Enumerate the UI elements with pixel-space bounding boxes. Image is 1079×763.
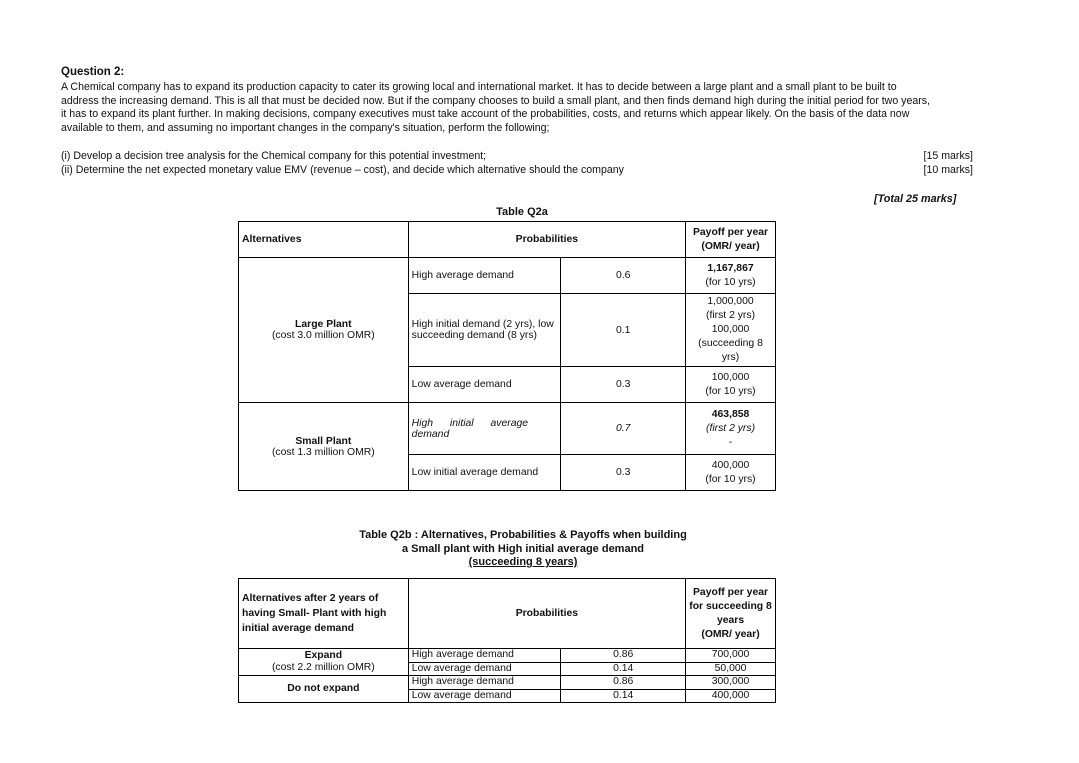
- event-cell: High initial demand (2 yrs), low succeeding demand (8 yrs): [408, 294, 561, 367]
- event-cell: High initial average demand: [408, 403, 561, 455]
- event-cell: High average demand: [408, 676, 561, 690]
- large-plant-cost: (cost 3.0 million OMR): [271, 330, 375, 341]
- event-cell: Low average demand: [408, 689, 561, 703]
- payoff-value: 100,000: [711, 324, 750, 335]
- table-a-header-alternatives: Alternatives: [239, 222, 409, 258]
- payoff-value: 100,000: [711, 371, 750, 383]
- small-plant-cost: (cost 1.3 million OMR): [271, 446, 375, 458]
- table-a-header-payoff: [686, 222, 776, 258]
- prob-cell: 0.3: [561, 367, 686, 403]
- event-cell: Low average demand: [408, 367, 561, 403]
- table-b-header-payoff: [686, 579, 776, 649]
- table-b-header-alternatives: Alternatives after 2 years of having Small- Plant with high initial average demand: [239, 579, 409, 649]
- payoff-note: (first 2 yrs): [705, 422, 756, 434]
- prob-cell: 0.6: [561, 258, 686, 294]
- header-line: Payoff per year: [692, 586, 769, 598]
- payoff-cell: 400,000: [686, 689, 776, 703]
- question-line: address the increasing demand. This is all that must be decided now. But if the company chooses to build a small plant, and then finds demand high during the initial period for two years,: [61, 94, 930, 107]
- payoff-cell: 50,000: [686, 662, 776, 676]
- expand-cell: [239, 649, 409, 676]
- payoff-note: (first 2 yrs): [705, 310, 756, 321]
- prob-cell: 0.7: [561, 403, 686, 455]
- payoff-cell: [686, 367, 776, 403]
- task-item: [61, 150, 973, 164]
- payoff-cell: 700,000: [686, 649, 776, 663]
- payoff-value: 1,000,000: [707, 296, 754, 307]
- payoff-note: (for 10 yrs): [705, 385, 756, 397]
- table-b-caption: [330, 529, 716, 570]
- payoff-cell: [686, 294, 776, 367]
- question-line: A Chemical company has to expand its production capacity to cater its growing local and international market. It has to decide between a large plant and a small plant to be built to: [61, 81, 897, 93]
- payoff-cell: [686, 403, 776, 455]
- question-line: available to them, and assuming no important changes in the company's situation, perform the following;: [61, 121, 550, 134]
- payoff-note: (succeeding 8 yrs): [698, 338, 763, 363]
- expand-cost: (cost 2.2 million OMR): [271, 662, 375, 673]
- payoff-cell: [686, 258, 776, 294]
- event-cell: High average demand: [408, 258, 561, 294]
- event-cell: Low initial average demand: [408, 455, 561, 491]
- caption-line: (succeeding 8 years): [468, 556, 578, 568]
- caption-line: Table Q2b : Alternatives, Probabilities & Payoffs when building: [359, 529, 687, 541]
- prob-cell: 0.3: [561, 455, 686, 491]
- payoff-note: (for 10 yrs): [705, 276, 756, 288]
- payoff-value: 1,167,867: [707, 262, 754, 274]
- prob-cell: 0.14: [561, 689, 686, 703]
- event-cell: High average demand: [408, 649, 561, 663]
- prob-cell: 0.86: [561, 649, 686, 663]
- table-b: [238, 578, 776, 703]
- event-cell: Low average demand: [408, 662, 561, 676]
- prob-cell: 0.14: [561, 662, 686, 676]
- question-body: [61, 81, 1006, 135]
- task-text: (i) Develop a decision tree analysis for the Chemical company for this potential investment;: [61, 150, 487, 162]
- table-a: [238, 221, 776, 491]
- table-a-caption: Table Q2a: [496, 206, 548, 218]
- caption-line: a Small plant with High initial average demand: [401, 542, 645, 555]
- task-item: [61, 164, 973, 178]
- payoff-dash: -: [728, 436, 733, 448]
- task-marks: [15 marks]: [923, 150, 973, 162]
- task-list: [61, 150, 973, 177]
- task-marks: [10 marks]: [923, 163, 973, 176]
- table-b-header-probabilities: Probabilities: [408, 579, 685, 649]
- no-expand-cell: Do not expand: [239, 676, 409, 703]
- header-line: years: [716, 614, 745, 626]
- header-line: for succeeding 8: [689, 600, 772, 612]
- prob-cell: 0.1: [561, 294, 686, 367]
- question-line: it has to expand its plant further. In making decisions, company executives must take account of the probabilities, costs, and returns which appear likely. On the basis of the data now: [61, 108, 910, 121]
- prob-cell: 0.86: [561, 676, 686, 690]
- header-line: Payoff per year: [692, 226, 769, 238]
- task-text: (ii) Determine the net expected monetary value EMV (revenue – cost), and decide which alternative should the company: [61, 163, 624, 176]
- payoff-note: (for 10 yrs): [705, 473, 756, 485]
- payoff-cell: 300,000: [686, 676, 776, 690]
- small-plant-cell: [239, 403, 409, 491]
- header-line: (OMR/ year): [701, 240, 760, 252]
- payoff-value: 463,858: [711, 408, 750, 420]
- payoff-cell: [686, 455, 776, 491]
- table-a-header-probabilities: Probabilities: [408, 222, 685, 258]
- expand-name: Expand: [304, 649, 343, 661]
- header-line: (OMR/ year): [701, 628, 760, 640]
- large-plant-cell: [239, 258, 409, 403]
- small-plant-name: Small Plant: [295, 435, 352, 447]
- total-marks: [Total 25 marks]: [874, 193, 957, 205]
- question-title: Question 2:: [61, 66, 125, 78]
- large-plant-name: Large Plant: [295, 319, 352, 330]
- payoff-value: 400,000: [711, 459, 750, 471]
